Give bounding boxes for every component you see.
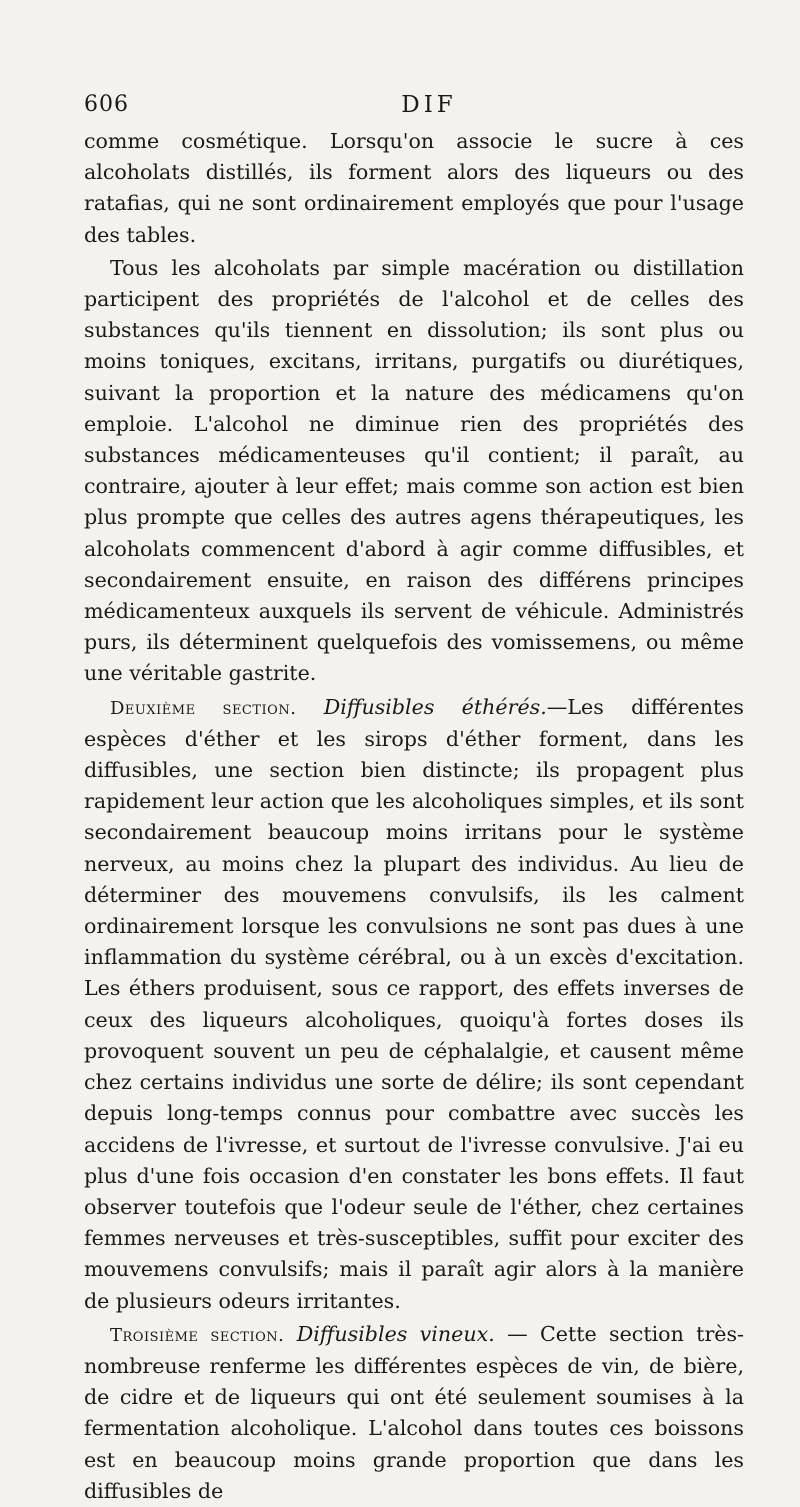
paragraph-third-section [84,1319,744,1507]
running-head: DIF [401,92,457,118]
paragraph-text: Tous les alcoholats par simple macération ou distillation participent des propriétés de l'alcohol et de celles des substances qu'ils tiennent en dissolution; ils sont plus ou moins toniques, excitans, irritans, purgatifs ou diurétiques, suivant la proportion et la nature des médicamens qu'on emploie. L'alcohol ne diminue rien des propriétés des substances médicamenteuses qu'il contient; il paraît, au contraire, ajouter à leur effet; mais comme son action est bien plus prompte que celles des autres agens thérapeutiques, les alcoholats commencent d'abord à agir comme diffusibles, et secondairement ensuite, en raison des différens principes médicamenteux auxquels ils servent de véhicule. Administrés purs, ils déterminent quelquefois des vomissemens, ou même une véritable gastrite. [84,255,744,686]
page-header [84,78,744,126]
section-lead: Troisième section. [110,1324,285,1346]
page-body [84,126,744,1507]
section-heading: Diffusibles vineux. [296,1321,495,1346]
paragraph-text: —Les différentes espèces d'éther et les sirops d'éther forment, dans les diffusibles, une section bien distincte; ils propagent plus rapidement leur action que les alcoholiques simples, et ils sont secondairement beaucoup moins irritans pour le système nerveux, au moins chez la plupart des individus. Au lieu de déterminer des mouvemens convulsifs, ils les calment ordinairement lorsque les convulsions ne sont pas dues à une inflammation du système cérébral, ou à un excès d'excitation. Les éthers produisent, sous ce rapport, des effets inverses de ceux des liqueurs alcoholiques, quoiqu'à fortes doses ils provoquent souvent un peu de céphalalgie, et causent même chez certains individus une sorte de délire; ils sont cependant depuis long-temps connus pour combattre avec succès les accidens de l'ivresse, et surtout de l'ivresse convulsive. J'ai eu plus d'une fois occasion d'en constater les bons effets. Il faut observer toutefois que l'odeur seule de l'éther, chez certaines femmes nerveuses et très-susceptibles, suffit pour exciter des mouvemens convulsifs; mais il paraît agir alors à la manière de plusieurs odeurs irritantes. [84,694,744,1313]
paragraph-text: — Cette section très-nombreuse renferme les différentes espèces de vin, de bière, de cidre et de liqueurs qui ont été seulement soumises à la fermentation alcoholique. L'alcohol dans toutes ces boissons est en beaucoup moins grande proportion que dans les diffusibles de [84,1321,745,1503]
section-heading: Diffusibles éthérés. [323,694,547,719]
paragraph-second-section [84,692,744,1317]
section-lead: Deuxième section. [110,697,297,719]
paragraph-alcoholats [84,253,744,690]
paragraph-continued [84,126,744,251]
page-number: 606 [84,92,129,117]
paragraph-text: comme cosmétique. Lorsqu'on associe le sucre à ces alcoholats distillés, ils forment alors des liqueurs ou des ratafias, qui ne sont ordinairement employés que pour l'usage des tables. [84,129,744,247]
